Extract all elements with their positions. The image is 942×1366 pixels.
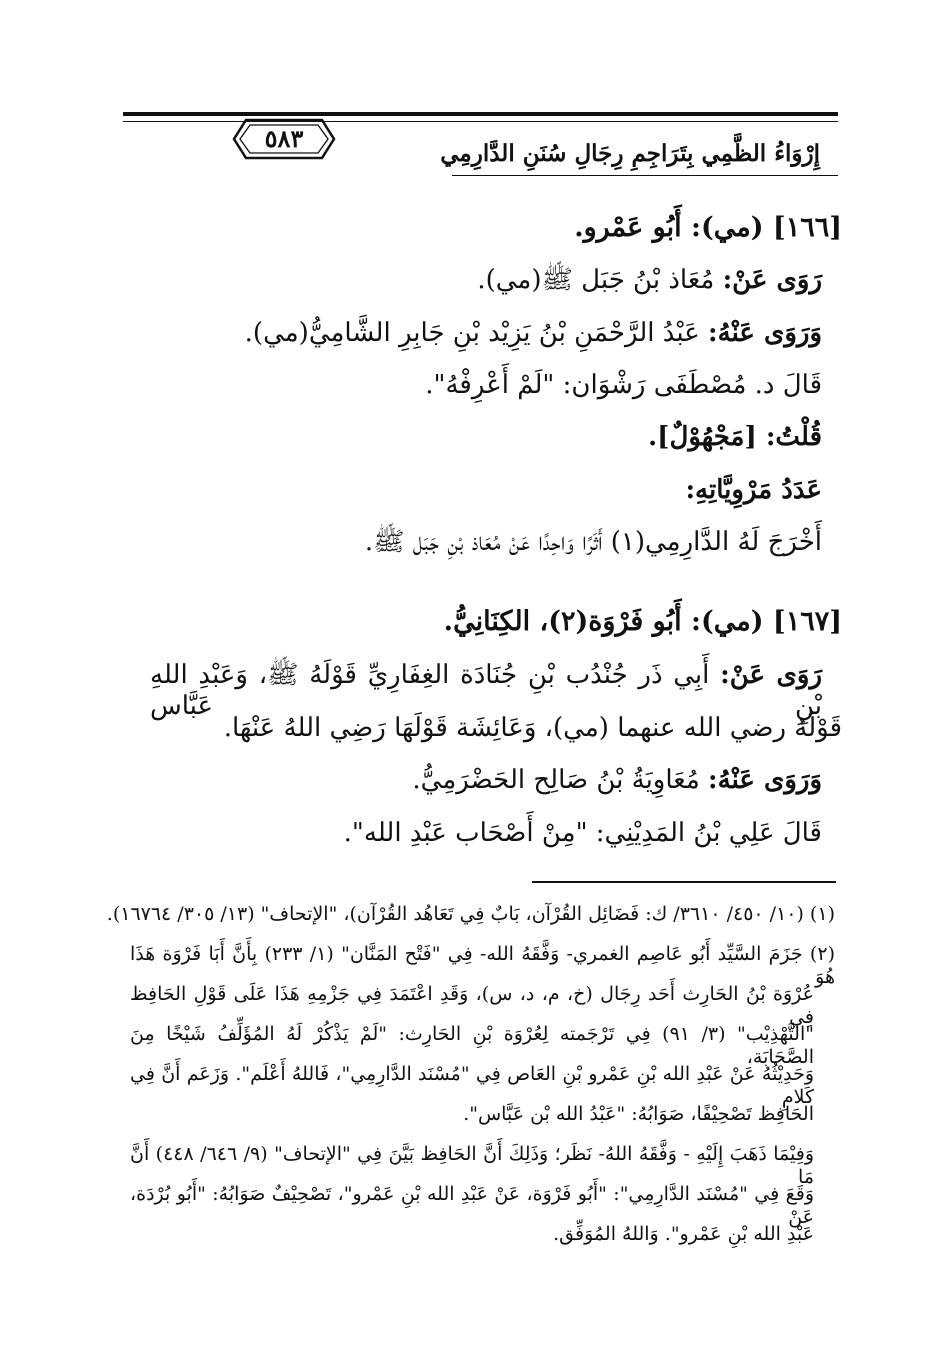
line-label: قُلْتُ:: [765, 422, 822, 452]
line-label: وَرَوَى عَنْهُ:: [708, 318, 822, 348]
line-text: أَبِي ذَر جُنْدُب بْنِ جُنَادَة الغِفَارِيِّ قَوْلَهُ ﷺ، وَعَبْدِ اللهِ بْنِ عَبَّاس: [150, 660, 822, 722]
text-line: [648, 422, 822, 453]
line-text: قَالَ عَلِي بْنُ المَدِيْنِي: "مِنْ أَصْحَاب عَبْدِ الله".: [343, 818, 822, 848]
text-line: [425, 370, 822, 401]
line-text: مُعَاوِيَةُ بْنُ صَالِح الحَضْرَمِيُّ.: [412, 765, 709, 795]
text-line: [412, 765, 822, 796]
line-text: قَوْلَهُ رضي الله عنهما (مي)، وَعَائِشَة قَوْلَهَا رَضِي اللهُ عَنْهَا.: [223, 713, 842, 743]
footnote-line: عَبْدِ الله بْنِ عَمْرو". وَاللهُ المُوَفِّق.: [553, 1223, 814, 1245]
footnote-line: وَفِيْمَا ذَهَبَ إِلَيْهِ - وَفَّقَهُ اللهُ- نَظَر؛ وَذَلِكَ أَنَّ الحَافِظ بَيَّنَ فِي "الإتحاف" (٩/ ٦٤٦/ ٤٤٨) أَنَّ مَا: [130, 1143, 814, 1188]
footnote-line: وَحَدِيْثُهُ عَنْ عَبْدِ الله بْنِ عَمْرو بْنِ العَاص فِي "مُسْنَد الدَّارِمِي"، فَاللهُ أَعْلَم". وَزَعَم أَنَّ فِي كَلامِ: [130, 1063, 814, 1108]
footnote-line: عُرْوَة بْنُ الحَارِث أَحَد رِجَال (خ، م، د، س)، وَقَدِ اعْتَمَدَ فِي جَزْمِهِ هَذَا عَلَى قَوْلِ الحَافِظ فِي: [130, 983, 814, 1028]
footnote-line: (٢) جَزَمَ السَّيِّد أَبُو عَاصِم الغمري- وَفَّقَهُ الله- فِي "فَتْح المَنَّان" (١/ ٢٣٣) بِأَنَّ أَبَا فَرْوَة هَذَا هُوَ: [130, 943, 835, 988]
text-line: [685, 475, 822, 506]
line-text: قَالَ د. مُصْطَفَى رَشْوَان: "لَمْ أَعْرِفْهُ".: [425, 370, 822, 400]
line-label: عَدَدُ مَرْوِيَّاتِهِ:: [685, 475, 822, 505]
entry-heading: [١٦٦] (مي): أَبُو عَمْرو.: [574, 212, 842, 243]
main-text: [130, 0, 842, 880]
line-label: رَوَى عَنْ:: [720, 660, 823, 690]
line-text: مُعَاذ بْنُ جَبَل ﷺ(مي).: [477, 265, 723, 295]
text-line: [477, 265, 822, 296]
footnote-line: "التَّهْذِيْب" (٣/ ٩١) فِي تَرْجَمته لِعُرْوَة بْنِ الحَارِث: "لَمْ يَذْكُرْ لَهُ المُؤَلِّفُ شَيْخًا مِنَ الصَّحَابَة،: [130, 1023, 814, 1068]
entry-heading: [١٦٧] (مي): أَبُو فَرْوَة(٢)، الكِنَانِيُّ.: [443, 606, 842, 637]
text-line: [365, 527, 822, 558]
footnote-line: (١) (١٠/ ٤٥٠/ ٣٦١٠/ ك: فَضَائِل القُرْآن، بَابٌ فِي تَعَاهُد القُرْآن)، "الإتحاف" (١٣/ ٣٠٥/ ١٦٧٦٤).: [106, 903, 835, 925]
text-line: [224, 713, 842, 744]
line-label: رَوَى عَنْ:: [722, 265, 822, 295]
line-text: أَخْرَجَ لَهُ الدَّارِمِي(١) أَثَرًا وَاحِدًا عَنْ مُعَاذ بْنِ جَبَل ﷺ.: [364, 527, 822, 557]
footnote-separator: [532, 881, 836, 883]
text-line: [344, 818, 822, 849]
text-line: [245, 318, 822, 349]
line-label: وَرَوَى عَنْهُ:: [708, 765, 822, 795]
footnote-line: وَقَعَ فِي "مُسْنَد الدَّارِمِي": "أَبُو فَرْوَة، عَنْ عَبْدِ الله بْنِ عَمْرو"، تَصْحِيْفٌ صَوَابُهُ: "أَبُو بُرْدَة، عَنْ: [130, 1183, 814, 1228]
footnote-line: الحَافِظ تَصْحِيْفًا، صَوَابُهُ: "عَبْدُ الله بْن عَبَّاس".: [463, 1103, 814, 1125]
line-text: [مَجْهُوْلٌ].: [648, 422, 766, 452]
line-text: عَبْدُ الرَّحْمَنِ بْنُ يَزِيْد بْنِ جَابِرِ الشَّامِيُّ(مي).: [244, 318, 709, 348]
running-header-title: إِرْوَاءُ الظَّمِي بِتَرَاجِمِ رِجَالِ سُنَنِ الدَّارِمِي: [440, 140, 820, 167]
page-number: ٥٨٣: [264, 124, 304, 153]
